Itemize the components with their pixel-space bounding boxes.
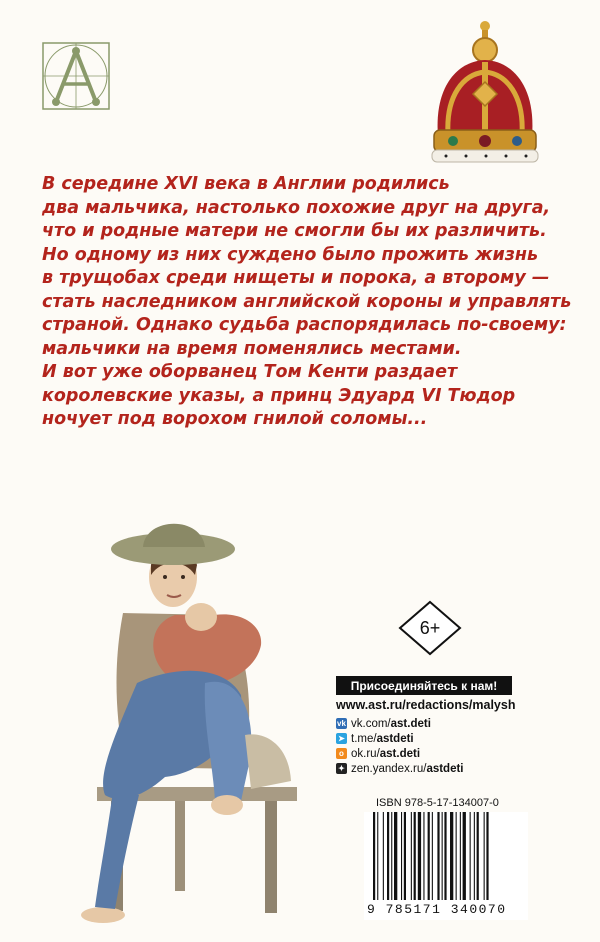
age-rating-label: 6+ xyxy=(419,617,441,638)
join-us-banner: Присоединяйтесь к нам! xyxy=(336,676,512,695)
isbn-label: ISBN 978-5-17-134007-0 xyxy=(376,797,499,809)
book-description xyxy=(42,173,572,432)
social-link-vk[interactable] xyxy=(336,716,536,731)
description-line: В середине XVI века в Англии родились xyxy=(42,174,450,194)
ok-icon: o xyxy=(336,748,347,759)
description-line: в трущобах среди нищеты и порока, а второму — xyxy=(42,268,550,288)
barcode-number: 9 785171 340070 xyxy=(367,902,507,917)
description-line: королевские указы, а принц Эдуард VI Тюдор xyxy=(42,385,516,406)
social-link-zen[interactable] xyxy=(336,761,536,776)
telegram-icon: ➤ xyxy=(336,733,347,744)
description-line: два мальчика, настолько похожие друг на друга, xyxy=(42,197,551,218)
social-prefix: t.me/ xyxy=(351,732,377,745)
social-prefix: ok.ru/ xyxy=(351,747,380,760)
social-handle: astdeti xyxy=(426,762,464,775)
social-links xyxy=(336,716,536,776)
social-handle: astdeti xyxy=(376,732,414,745)
zen-icon: ✦ xyxy=(336,763,347,774)
description-line: что и родные матери не смогли бы их различить. xyxy=(42,221,547,241)
description-line: мальчики на время поменялись местами. xyxy=(42,338,462,359)
description-line: стать наследником английской короны и управлять xyxy=(42,291,572,312)
description-line: И вот уже оборванец Том Кенти раздает xyxy=(42,362,458,382)
social-link-ok[interactable] xyxy=(336,746,536,761)
social-link-telegram[interactable] xyxy=(336,731,536,746)
vk-icon: vk xyxy=(337,719,346,728)
publisher-logo-icon xyxy=(42,42,110,110)
website-link[interactable]: www.ast.ru/redactions/malysh xyxy=(336,698,516,712)
description-line: страной. Однако судьба распорядилась по-своему: xyxy=(42,315,567,335)
barcode-icon xyxy=(371,812,519,902)
description-line: Но одному из них суждено было прожить жизнь xyxy=(42,244,539,265)
social-handle: ast.deti xyxy=(390,717,431,730)
royal-crown-icon xyxy=(428,16,542,166)
boy-on-bench-illustration xyxy=(55,505,315,930)
social-prefix: vk.com/ xyxy=(351,717,391,730)
social-handle: ast.deti xyxy=(379,747,421,760)
social-prefix: zen.yandex.ru/ xyxy=(351,762,427,775)
description-line: ночует под ворохом гнилой соломы... xyxy=(42,409,428,429)
